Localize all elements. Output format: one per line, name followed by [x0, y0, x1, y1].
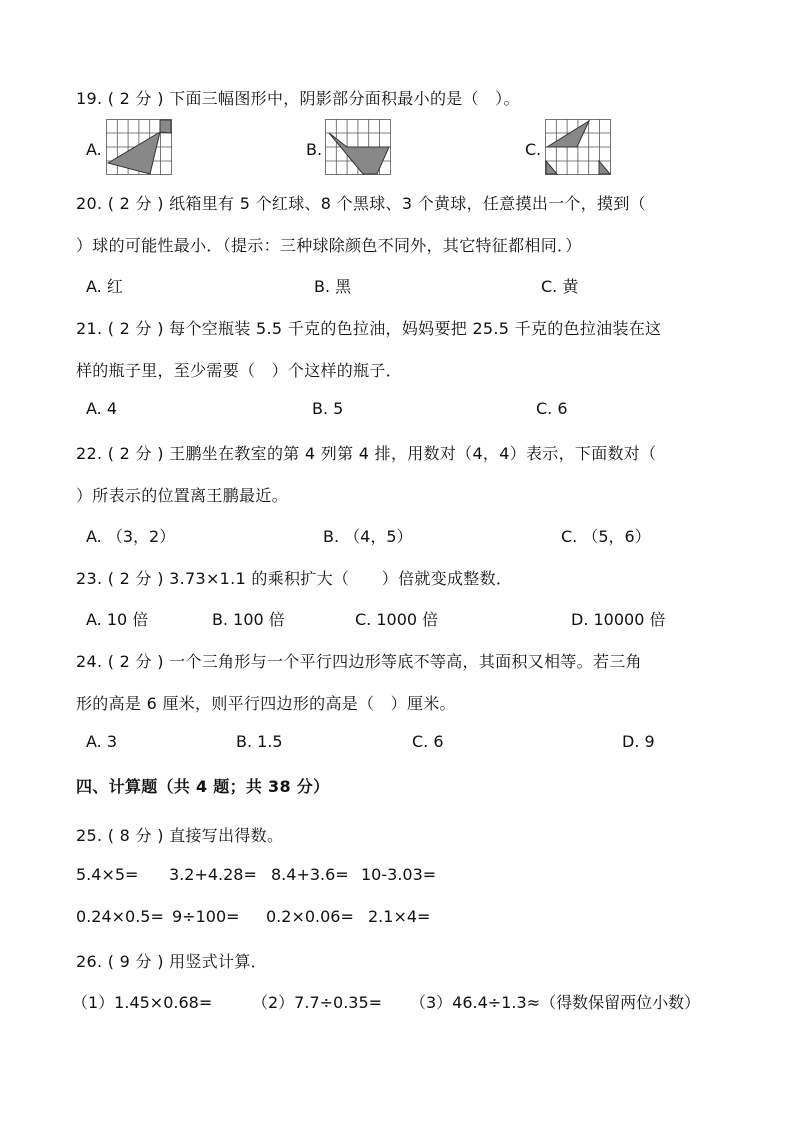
q23-option-a[interactable]: A. 10 倍 [86, 610, 149, 629]
q22-option-a[interactable]: A. （3，2） [86, 527, 176, 546]
grid-trapezoid-shaded-icon [325, 119, 391, 175]
q24-option-b[interactable]: B. 1.5 [236, 732, 283, 751]
q25-item: 0.2×0.06= [266, 907, 354, 926]
grid-triangles-shaded-icon [545, 119, 611, 175]
q24-option-d[interactable]: D. 9 [622, 732, 655, 751]
q25-item: 3.2+4.28= [169, 865, 257, 884]
q19-option-a-label[interactable]: A. [86, 140, 102, 159]
q20-option-c[interactable]: C. 黄 [541, 277, 579, 296]
q21-option-c[interactable]: C. 6 [536, 399, 568, 418]
q24-option-a[interactable]: A. 3 [86, 732, 118, 751]
q21-stem-line1: 21. ( 2 分 ) 每个空瓶装 5.5 千克的色拉油，妈妈要把 25.5 千克的色拉油装在这 [76, 319, 662, 338]
q23-option-b[interactable]: B. 100 倍 [212, 610, 285, 629]
q20-stem-line2: ）球的可能性最小．（提示：三种球除颜色不同外，其它特征都相同．） [76, 236, 582, 255]
q20-option-b[interactable]: B. 黑 [314, 277, 352, 296]
q26-item: （2）7.7÷0.35= [252, 993, 383, 1012]
grid-triangle-shaded-icon [106, 119, 172, 175]
q24-stem-line2: 形的高是 6 厘米，则平行四边形的高是（ ）厘米。 [76, 694, 456, 713]
q21-stem-line2: 样的瓶子里，至少需要（ ）个这样的瓶子． [76, 361, 403, 380]
q25-item: 9÷100= [172, 907, 240, 926]
q23-option-d[interactable]: D. 10000 倍 [571, 610, 666, 629]
q19-option-c-label[interactable]: C. [525, 140, 542, 159]
q26-item: （3）46.4÷1.3≈（得数保留两位小数） [410, 993, 701, 1012]
q25-item: 5.4×5= [76, 865, 139, 884]
q25-item: 8.4+3.6= [271, 865, 349, 884]
q25-item: 2.1×4= [368, 907, 431, 926]
q22-stem-line1: 22. ( 2 分 ) 王鹏坐在教室的第 4 列第 4 排，用数对（4，4）表示，下面数对（ [76, 444, 657, 463]
q25-item: 0.24×0.5= [76, 907, 164, 926]
q22-option-c[interactable]: C. （5，6） [561, 527, 651, 546]
q20-option-a[interactable]: A. 红 [86, 277, 123, 296]
q19-stem: 19. ( 2 分 ) 下面三幅图形中，阴影部分面积最小的是（ ）。 [76, 89, 520, 108]
q20-stem-line1: 20. ( 2 分 ) 纸箱里有 5 个红球、8 个黑球、3 个黄球，任意摸出一个，摸到（ [76, 194, 646, 213]
q24-option-c[interactable]: C. 6 [412, 732, 444, 751]
q22-stem-line2: ）所表示的位置离王鹏最近。 [76, 486, 288, 505]
q26-item: （1）1.45×0.68= [72, 993, 213, 1012]
q26-stem: 26. ( 9 分 ) 用竖式计算． [76, 952, 267, 971]
q25-item: 10-3.03= [361, 865, 437, 884]
q19-option-b-label[interactable]: B. [306, 140, 323, 159]
q21-option-a[interactable]: A. 4 [86, 399, 118, 418]
q25-stem: 25. ( 8 分 ) 直接写出得数。 [76, 826, 284, 845]
section-heading: 四、计算题（共 4 题；共 38 分） [76, 777, 330, 796]
q23-option-c[interactable]: C. 1000 倍 [355, 610, 439, 629]
q23-stem: 23. ( 2 分 ) 3.73×1.1 的乘积扩大（ ）倍就变成整数． [76, 569, 513, 588]
q22-option-b[interactable]: B. （4，5） [323, 527, 413, 546]
q21-option-b[interactable]: B. 5 [312, 399, 344, 418]
q24-stem-line1: 24. ( 2 分 ) 一个三角形与一个平行四边形等底不等高，其面积又相等。若三角 [76, 652, 642, 671]
